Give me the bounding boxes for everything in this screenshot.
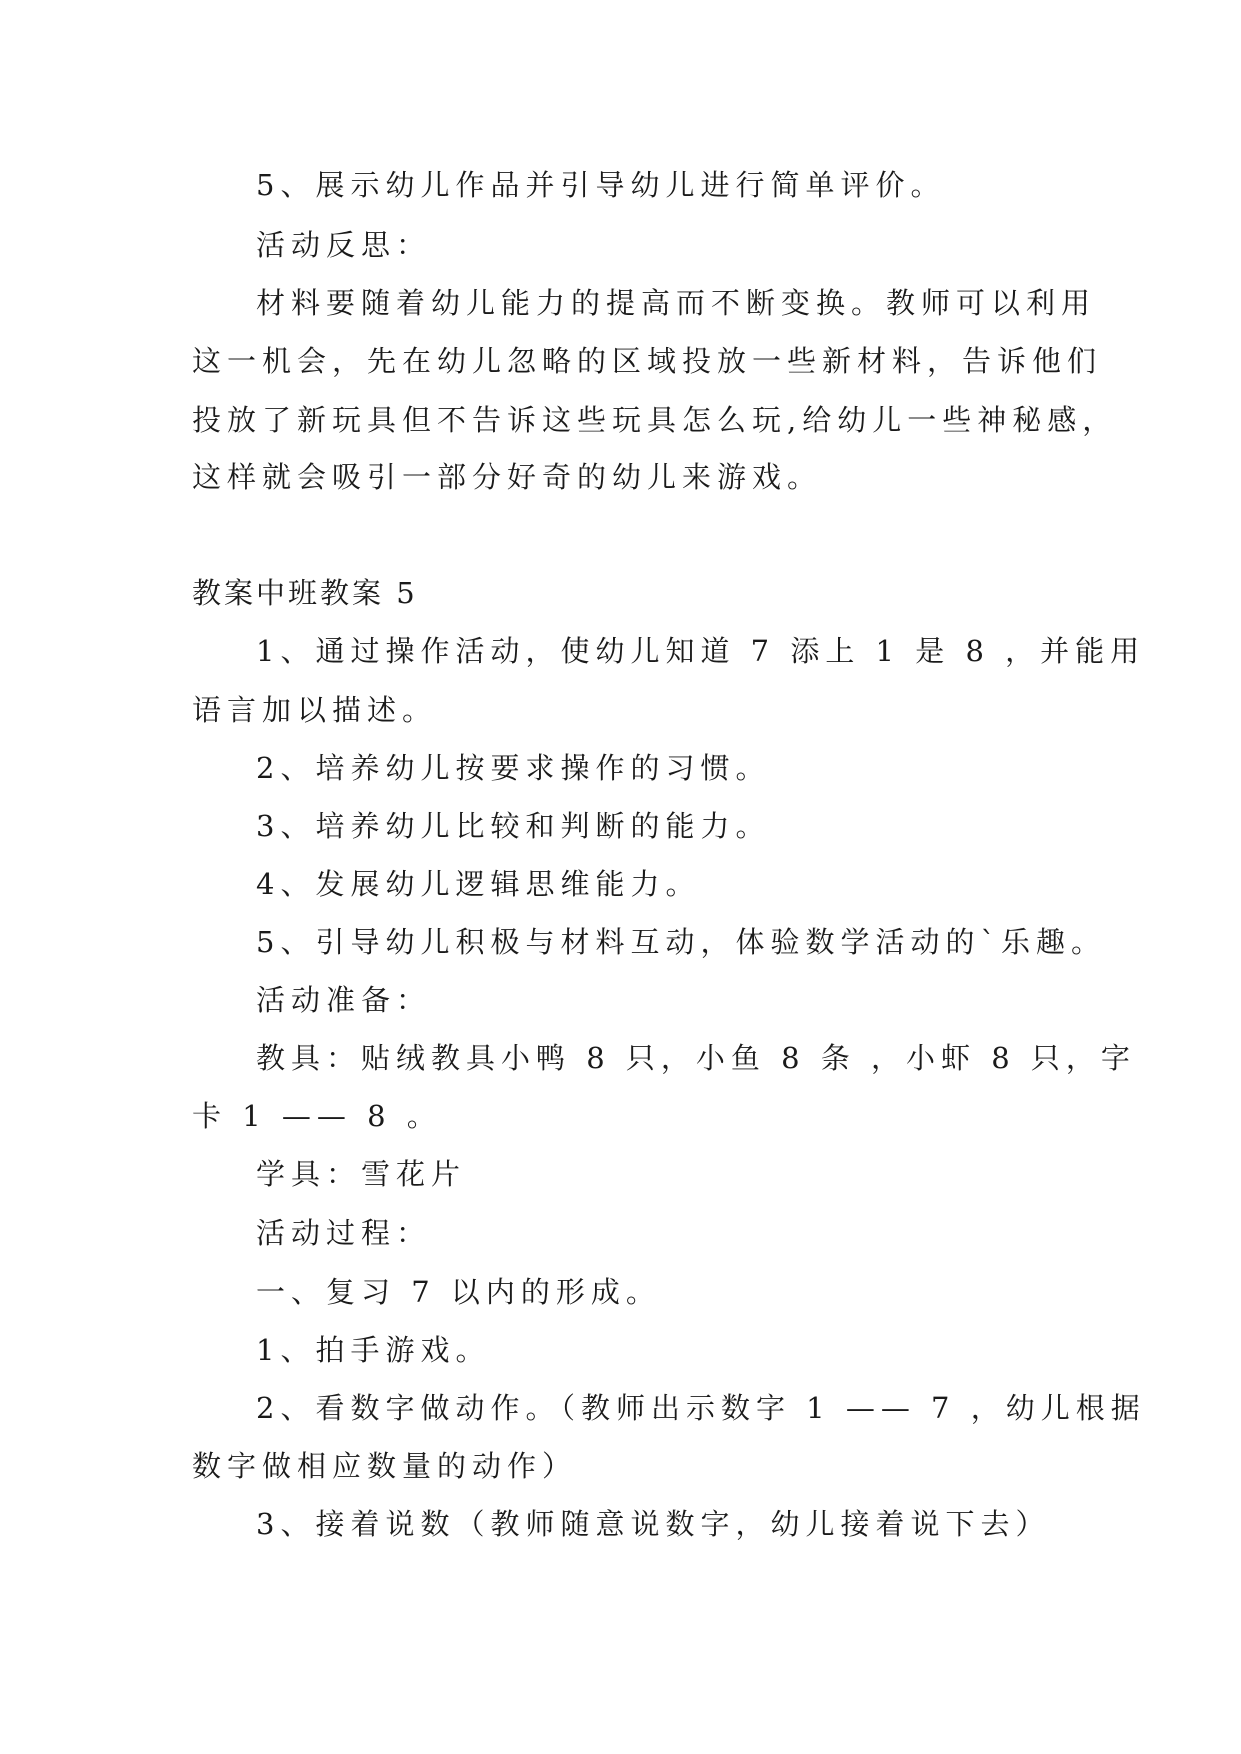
text-line: 投放了新玩具但不告诉这些玩具怎么玩,给幼儿一些神秘感，	[192, 403, 1118, 437]
text-line: 5、展示幼儿作品并引导幼儿进行简单评价。	[256, 168, 946, 202]
text-line: 2、培养幼儿按要求操作的习惯。	[256, 751, 771, 785]
text-line: 1、拍手游戏。	[256, 1333, 491, 1367]
text-line: 学具：雪花片	[256, 1157, 467, 1191]
text-line: 活动准备：	[256, 983, 432, 1017]
text-line: 活动反思：	[256, 228, 432, 262]
text-line: 3、接着说数（教师随意说数字，幼儿接着说下去）	[256, 1507, 1051, 1541]
text-line: 3、培养幼儿比较和判断的能力。	[256, 809, 771, 843]
text-line: 5、引导幼儿积极与材料互动，体验数学活动的`乐趣。	[256, 925, 1106, 959]
text-line: 这一机会，先在幼儿忽略的区域投放一些新材料，告诉他们	[192, 344, 1103, 378]
text-line: 教具：贴绒教具小鸭 8 只，小鱼 8 条 ，小虾 8 只，字	[256, 1041, 1136, 1075]
text-line: 一、复习 7 以内的形成。	[256, 1275, 661, 1309]
text-line: 语言加以描述。	[192, 693, 438, 727]
text-line: 卡 1 —— 8 。	[192, 1099, 442, 1133]
text-line: 2、看数字做动作。（教师出示数字 1 —— 7 ，幼儿根据	[256, 1391, 1146, 1425]
text-line: 1、通过操作活动，使幼儿知道 7 添上 1 是 8 ，并能用	[256, 634, 1146, 668]
section-heading: 教案中班教案 5	[192, 576, 418, 610]
text-line: 活动过程：	[256, 1216, 432, 1250]
text-line: 这样就会吸引一部分好奇的幼儿来游戏。	[192, 460, 823, 494]
text-line: 数字做相应数量的动作）	[192, 1449, 578, 1483]
text-line: 4、发展幼儿逻辑思维能力。	[256, 867, 701, 901]
text-line: 材料要随着幼儿能力的提高而不断变换。教师可以利用	[256, 286, 1097, 320]
